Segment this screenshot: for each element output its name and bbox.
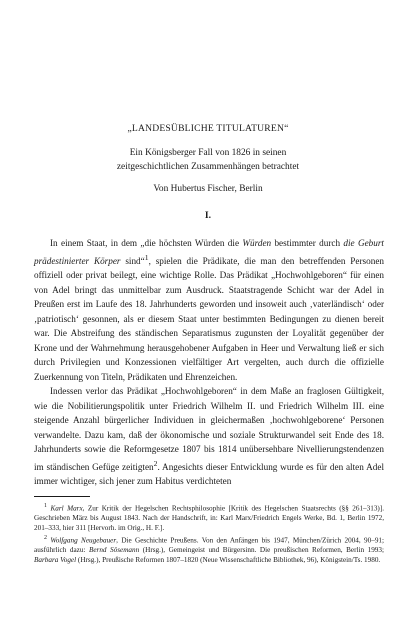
- footnote-2: [34, 534, 384, 566]
- paragraph-2-text-b: . Angesichts dieser Entwicklung wurde es für den alten Adel immer wichtiger, sich jener zum Habitus verdichteten: [34, 461, 384, 487]
- footnote-marker-1: 1: [144, 252, 149, 262]
- subtitle-line-2: zeitgeschichtlichen Zusammenhängen betrachtet: [116, 162, 300, 172]
- footnote-divider: [34, 496, 90, 497]
- footnote-2-text-c: (Hrsg.), Preußische Reformen 1807–1820 (Neue Wissenschaftliche Bibliothek, 96), Königstein/Ts. 1980.: [76, 555, 381, 564]
- footnote-1: [34, 502, 384, 534]
- paragraph-1-text-d: , spielen die Prädikate, die man den betreffenden Personen offiziell oder privat beilegt, eine wichtige Rolle. Das Prädikat „Hochwohlgeboren“ für einen von Adel bringt das unmittelbar zum Ausdruck. Staatstragende Schicht war der Adel in Preußen erst im Laufe des 18. Jahrhunderts geworden und insoweit auch ‚vaterländisch‘ oder ‚patriotisch‘ gesonnen, als er diesem Staat unter bestimmten Bedingungen zu dienen bereit war. Die Abstreifung des ständischen Separatismus zugunsten der Loyalität gegenüber der Krone und der Wahrnehmung herausgehobener Aufgaben in Heer und Verwaltung ließ er sich durch Privilegien und Konzessionen vielfältiger Art vergelten, auch durch die offizielle Zuerkennung von Titeln, Prädikaten und Ehrenzeichen.: [34, 255, 384, 382]
- paragraph-1-text-a: In einem Staat, in dem „die höchsten Würden die: [50, 238, 243, 248]
- paragraph-1: [34, 236, 384, 384]
- body-text: [34, 236, 384, 489]
- paragraph-2-text-a: Indessen verlor das Prädikat „Hochwohlgeboren“ in dem Maße an fraglosen Gültigkeit, wie die Nobilitierungspolitik unter Friedrich Wilhelm II. und Friedrich Wilhelm III. eine steigende Anzahl bürgerlicher Individuen in gleichermaßen ‚hochwohlgeborene‘ Personen verwandelte. Dazu kam, daß der ökonomische und soziale Strukturwandel seit Ende des 18. Jahrhunderts sowie die Reformgesetze 1807 bis 1814 unübersehbare Nivellierungstendenzen im ständischen Gefüge zeitigten: [34, 386, 384, 472]
- article-title: „LANDESÜBLICHE TITULATUREN“: [127, 123, 289, 134]
- footnotes: [34, 502, 384, 566]
- footnote-2-number: 2: [44, 534, 47, 541]
- footnote-marker-2: 2: [153, 458, 158, 468]
- footnote-2-author: Wolfgang Neugebauer: [50, 536, 117, 545]
- paragraph-1-emphasis-a: Würden: [242, 238, 272, 248]
- paragraph-1-text-c: sind“: [120, 255, 145, 266]
- paragraph-2: [34, 384, 384, 489]
- author-line: Von Hubertus Fischer, Berlin: [153, 184, 263, 194]
- footnote-2-text-b: (Hrsg.), Gemeingeist und Bürgersinn. Die preußischen Reformen, Berlin 1993;: [139, 545, 384, 554]
- footnote-2-editor-1: Bernd Sösemann: [88, 545, 140, 554]
- section-heading: I.: [204, 210, 212, 221]
- footnote-1-number: 1: [44, 503, 47, 509]
- footnote-1-text: , Zur Kritik der Hegelschen Rechtsphilosophie [Kritik des Hegelschen Staatsrechts (§§ 261–313)]. Geschrieben März bis August 1843. Nach der Handschrift, in: Karl Marx/Friedrich Engels Werke, Bd. 1, Berlin 1972, 201–333, hier 311 [Hervorh. im Orig., H. F.].: [34, 504, 385, 532]
- paragraph-1-text-b: bestimmter durch: [271, 238, 344, 248]
- footnote-2-text-a: , Die Geschichte Preußens. Von den Anfängen bis 1947, München/Zürich 2004, 90–91; ausführlich dazu:: [34, 536, 385, 554]
- footnote-1-author: Karl Marx: [50, 504, 83, 513]
- article-subtitle: [0, 146, 416, 174]
- subtitle-line-1: Ein Königsberger Fall von 1826 in seinen: [129, 148, 287, 158]
- footnote-2-editor-2: Barbara Vogel: [34, 555, 77, 564]
- paragraph-1-emphasis-b: die Geburt prädestinierter Körper: [34, 238, 384, 266]
